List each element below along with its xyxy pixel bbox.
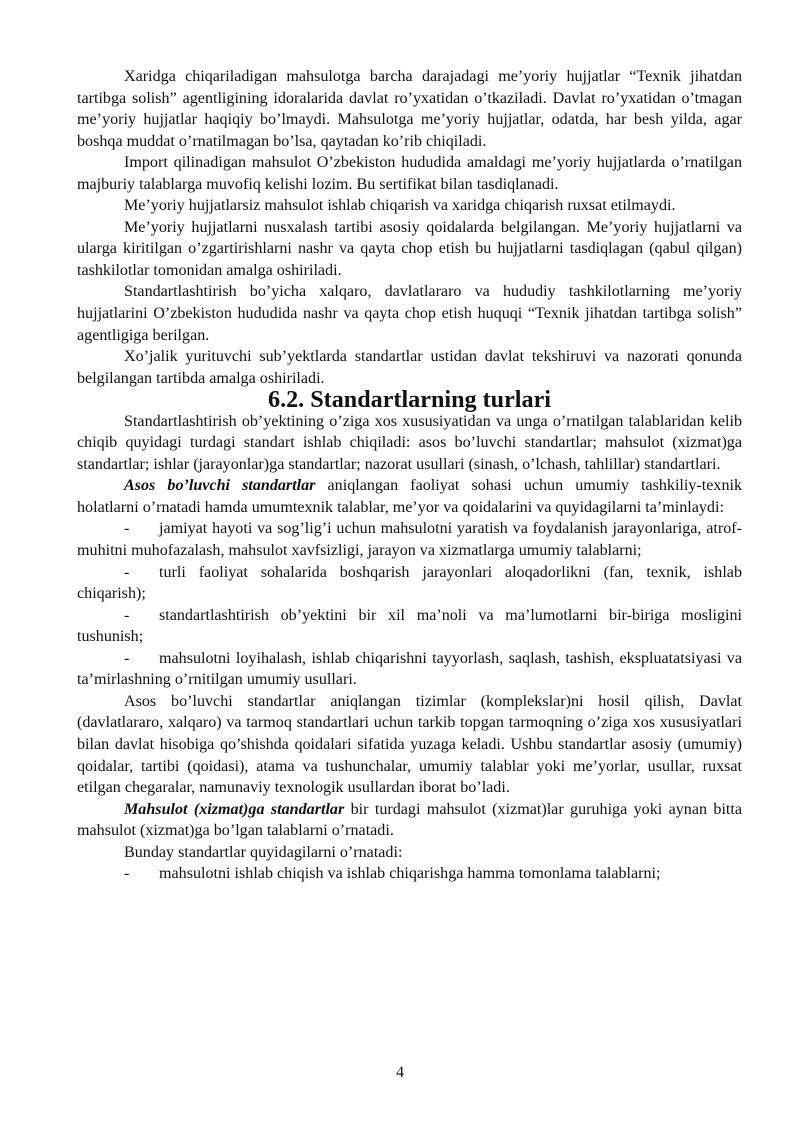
term-basic-standards: Asos bo’luvchi standartlar bbox=[124, 477, 316, 495]
list-item bbox=[77, 648, 742, 691]
list-item-text: mahsulotni loyihalash, ishlab chiqarishni tayyorlash, saqlash, tashish, ekspluatatsiyasi va ta’mirlashning o’rnitilgan umumiy usullari. bbox=[77, 649, 742, 689]
dash-marker: - bbox=[124, 606, 130, 624]
basic-standards-text: aniqlangan faoliyat sohasi uchun umumiy tashkiliy-texnik holatlarni o’rnatadi hamda umumtexnik talablar, me’yor va qoidalarini va quyidagilarni ta’minlaydi: bbox=[77, 477, 743, 516]
page-number: 4 bbox=[395, 1064, 405, 1081]
paragraph-product-standards-intro: Bunday standartlar quyidagilarni o’rnatadi: bbox=[124, 843, 403, 861]
list-item-text: standartlashtirish ob’yektini bir xil ma’noli va ma’lumotlarni bir-biriga mosligini tushunish; bbox=[77, 606, 742, 646]
list-item-text: mahsulotni ishlab chiqish va ishlab chiqarishga hamma tomonlama talablarni; bbox=[159, 865, 661, 883]
term-product-standards: Mahsulot (xizmat)ga standartlar bbox=[124, 800, 345, 818]
dash-marker: - bbox=[124, 649, 130, 667]
paragraph-publishing-rights: Standartlashtirish bo’yicha xalqaro, davlatlararo va hududiy tashkilotlarning me’yoriy hujjatlarini O’zbekiston hududida nashr va qayta chop etish huquqi “Texnik jihatdan tartibga solish” agentligiga berilgan. bbox=[77, 283, 742, 344]
dash-marker: - bbox=[124, 865, 130, 883]
list-item bbox=[77, 605, 742, 648]
paragraph-standard-types: Standartlashtirish ob’yektining o’ziga xos xususiyatidan va unga o’rnatilgan talablaridan kelib chiqib quyidagi turdagi standart ishlab chiqiladi: asos bo’luvchi standartlar; mahsulot (xizmat)ga standartlar; ishlar (jarayonlar)ga standartlar; nazorat usullari (sinash, o’lchash, tahlillar) standartlari. bbox=[77, 412, 742, 473]
list-item-text: jamiyat hayoti va sog’lig’i uchun mahsulotni yaratish va foydalanish jarayonlariga, atrof-muhitni muhofazalash, mahsulot xavfsizligi, jarayon va xizmatlarga umumiy talablarni; bbox=[77, 520, 742, 560]
paragraph-supervision: Xo’jalik yurituvchi sub’yektlarda standartlar ustidan davlat tekshiruvi va nazorati qonunda belgilangan tartibda amalga oshiriladi. bbox=[77, 348, 742, 387]
paragraph-product-standards bbox=[77, 799, 742, 842]
dash-marker: - bbox=[124, 520, 130, 538]
dash-marker: - bbox=[124, 563, 130, 581]
document-page bbox=[77, 66, 742, 885]
product-standards-text: bir turdagi mahsulot (xizmat)lar guruhiga yoki aynan bitta mahsulot (xizmat)ga bo’lgan talablarni o’rnatadi. bbox=[77, 800, 743, 840]
paragraph-registration: Xaridga chiqariladigan mahsulotga barcha darajadagi me’yoriy hujjatlar “Texnik jihatdan tartibga solish” agentligining idoralarida davlat ro’yxatidan o’tkaziladi. Davlat ro’yxatidan o’tmagan me’yoriy hujjatlar haqiqiy bo’lmaydi. Mahsulotga me’yoriy hujjatlar, odatda, har besh yilda, agar boshqa muddat o’rnatilmagan bo’lsa, qaytadan ko’rib chiqiladi. bbox=[77, 68, 742, 150]
list-item bbox=[77, 518, 742, 561]
paragraph-basic-standards-systems: Asos bo’luvchi standartlar aniqlangan tizimlar (komplekslar)ni hosil qilish, Davlat (davlatlararo, xalqaro) va tarmoq standartlari uchun tarkib topgan tarmoqning o’ziga xos xususiyatlari bilan davlat hisobiga qo’shishda qoidalari sifatida yuzaga keladi. Ushbu standartlar asosiy (umumiy) qoidalar, tartibi (qoidasi), atama va tushunchalar, umumiy talablar yoki me’yorlar, usullar, ruxsat etilgan chegaralar, namunaviy texnologik usullardan iborat bo’ladi. bbox=[77, 692, 742, 797]
paragraph-import: Import qilinadigan mahsulot O’zbekiston hududida amaldagi me’yoriy hujjatlarda o’rnatilgan majburiy talablarga muvofiq kelishi lozim. Bu sertifikat bilan tasdiqlanadi. bbox=[77, 154, 742, 193]
paragraph-copying: Me’yoriy hujjatlarni nusxalash tartibi asosiy qoidalarda belgilangan. Me’yoriy hujjatlarni va ularga kiritilgan o’zgartirishlarni nashr va qayta chop etish bu hujjatlarni tasdiqlagan (qabul qilgan) tashkilotlar tomonidan amalga oshiriladi. bbox=[77, 218, 742, 279]
section-heading: 6.2. Standartlarning turlari bbox=[268, 386, 551, 414]
paragraph-no-documents: Me’yoriy hujjatlarsiz mahsulot ishlab chiqarish va xaridga chiqarish ruxsat etilmaydi. bbox=[124, 197, 676, 215]
paragraph-basic-standards bbox=[77, 475, 742, 518]
list-item bbox=[77, 863, 742, 885]
list-item bbox=[77, 562, 742, 605]
list-item-text: turli faoliyat sohalarida boshqarish jarayonlari aloqadorlikni (fan, texnik, ishlab chiqarish); bbox=[77, 563, 742, 603]
